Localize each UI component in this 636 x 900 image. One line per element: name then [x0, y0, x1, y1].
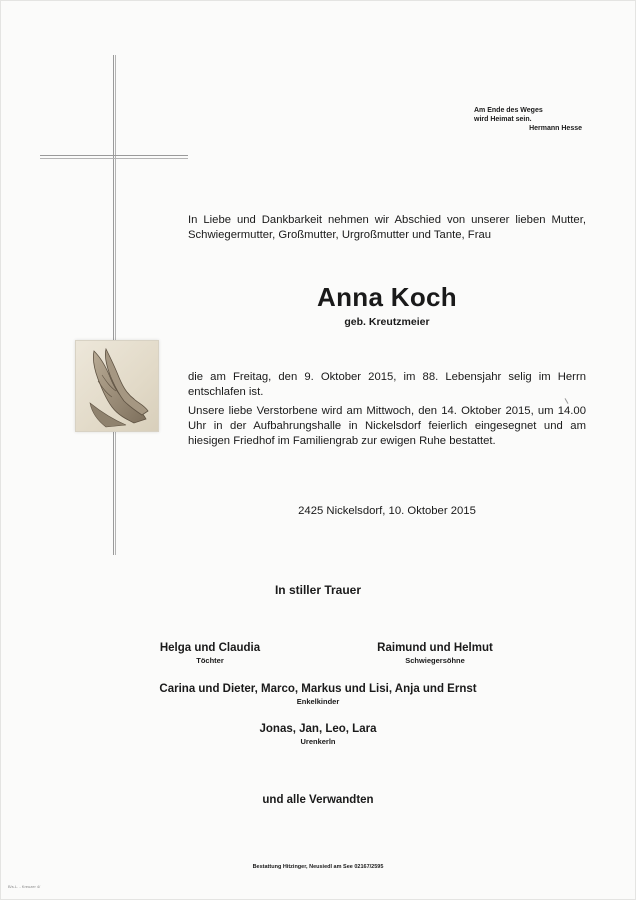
daughters-names: Helga und Claudia	[159, 642, 261, 654]
mourners-sons-in-law	[315, 642, 555, 665]
quote	[434, 106, 584, 133]
deceased-name: Anna Koch	[317, 282, 457, 312]
sons-in-law-relation: Schwiegersöhne	[405, 656, 465, 665]
place-date: 2425 Nickelsdorf, 10. Oktober 2015	[298, 505, 476, 517]
relatives: und alle Verwandten	[262, 794, 374, 806]
grandchildren-relation: Enkelkinder	[296, 697, 340, 706]
maiden-name: geb. Kreutzmeier	[344, 316, 430, 328]
intro-text: In Liebe und Dankbarkeit nehmen wir Abschied von unserer lieben Mutter, Schwiegermutter, Großmutter, Urgroßmutter und Tante, Frau	[188, 214, 586, 241]
cross-crossbar	[40, 155, 188, 159]
sons-in-law-names: Raimund und Helmut	[377, 642, 493, 654]
grandchildren-names: Carina und Dieter, Marco, Markus und Lisi, Anja und Ernst	[159, 683, 477, 695]
cross-icon	[113, 55, 116, 555]
quote-author: Hermann Hesse	[529, 125, 582, 132]
quote-line-2: wird Heimat sein.	[474, 116, 532, 123]
death-notice: die am Freitag, den 9. Oktober 2015, im 88. Lebensjahr selig im Herrn entschlafen ist.	[188, 371, 586, 398]
mourners-great-grandchildren	[0, 723, 636, 746]
quote-line-1: Am Ende des Weges	[474, 107, 543, 114]
mourners-grandchildren	[0, 683, 636, 706]
corner-mark: B/s.L. - Kreuzer 4/	[8, 884, 41, 889]
great-grandchildren-relation: Urenkerln	[300, 737, 336, 746]
great-grandchildren-names: Jonas, Jan, Leo, Lara	[259, 723, 377, 735]
praying-hands-icon	[75, 340, 159, 432]
mourners-daughters	[90, 642, 330, 665]
mourning-heading: In stiller Trauer	[274, 583, 362, 597]
daughters-relation: Töchter	[196, 656, 224, 665]
funeral-home-footer: Bestattung Hitzinger, Neusiedl am See 02167/2595	[252, 864, 384, 870]
burial-notice: Unsere liebe Verstorbene wird am Mittwoch, den 14. Oktober 2015, um 14.00 Uhr in der Aufbahrungshalle in Nickelsdorf feierlich eingesegnet und am hiesigen Friedhof im Familiengrab zur ewigen Ruhe bestattet.	[188, 405, 586, 447]
